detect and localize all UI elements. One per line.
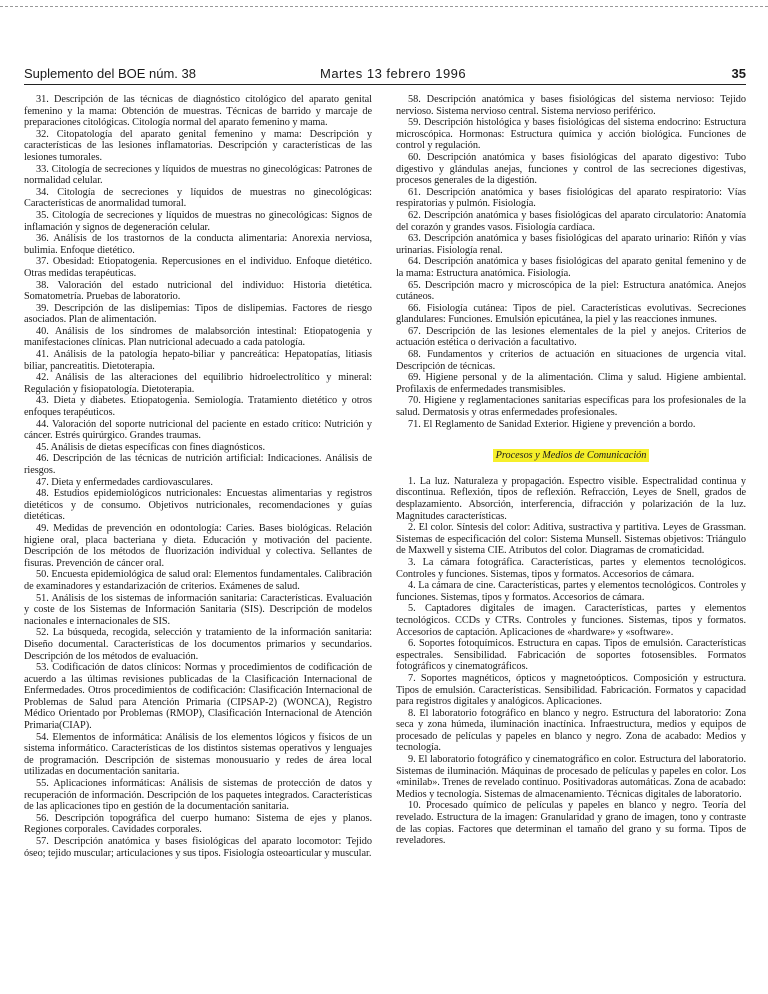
syllabus-item: 46. Descripción de las técnicas de nutrición artificial: Indicaciones. Análisis de riesgos. xyxy=(24,453,372,476)
syllabus-item: 60. Descripción anatómica y bases fisiológicas del aparato digestivo: Tubo digestivo y glándulas anejas, funciones y control de las secreciones digestivas, procesos generales de la digestión. xyxy=(396,151,746,187)
header-rule xyxy=(24,84,746,85)
syllabus-item: 66. Fisiología cutánea: Tipos de piel. Características evolutivas. Secreciones glandulares: Funciones. Emulsión epicutánea, la piel y las reacciones inmunes. xyxy=(396,302,746,326)
syllabus-item: 33. Citología de secreciones y líquidos de muestras no ginecológicas: Patrones de normalidad celular. xyxy=(24,163,372,187)
syllabus-item: 39. Descripción de las dislipemias: Tipos de dislipemias. Factores de riesgo asociados. Plan de alimentación. xyxy=(24,302,372,326)
syllabus-item: 64. Descripción anatómica y bases fisiológicas del aparato genital femenino y de la mama: Estructura anatómica. Fisiología. xyxy=(396,256,746,279)
syllabus-item: 71. El Reglamento de Sanidad Exterior. Higiene y prevención a bordo. xyxy=(408,418,696,430)
syllabus-item: 2. El color. Síntesis del color: Aditiva, sustractiva y partitiva. Leyes de Grassman. Sistemas de especificación del color: Sistema Munsell. Sistemas objetivos: Triángulo de Maxwell y sistema CIE. Atributos del color. Diagramas de cromaticidad. xyxy=(396,522,746,557)
left-column xyxy=(24,94,372,989)
syllabus-item: 54. Elementos de informática: Análisis de los elementos lógicos y físicos de un sistema informático. Características de los distintos sistemas operativos y lenguajes de programación. Descripción de sistemas monousuario y redes de área local utilizadas en documentación sanitaria. xyxy=(24,731,372,778)
syllabus-item: 10. Procesado químico de películas y papeles en blanco y negro. Teoría del revelado. Estructura de la imagen: Granularidad y grano de imagen, tono y contraste de las copias. Factores que determinan el tamaño del grano y su forma. Tipos de reveladores. xyxy=(396,800,746,847)
syllabus-item: 63. Descripción anatómica y bases fisiológicas del aparato urinario: Riñón y vías urinarias. Fisiología renal. xyxy=(396,233,746,256)
syllabus-item: 48. Estudios epidemiológicos nutricionales: Encuestas alimentarias y registros dietéticos y de consumo. Objetivos nutricionales, recomendaciones y guías dietéticas. xyxy=(24,488,372,523)
syllabus-item: 7. Soportes magnéticos, ópticos y magnetoópticos. Composición y estructura. Tipos de emulsión. Características. Sensibilidad. Fabricación. Formatos y capacidad para registros digitales y analógicos. Aplicaciones. xyxy=(396,672,746,708)
syllabus-item: 5. Captadores digitales de imagen. Características, partes y elementos tecnológicos. CCDs y CTRs. Controles y funciones. Sistemas, tipos y formatos. Accesorios de captación. Aplicaciones de «hardware» y «software». xyxy=(396,603,746,638)
syllabus-item: 9. El laboratorio fotográfico y cinematográfico en color. Estructura del laboratorio. Sistemas de iluminación. Máquinas de procesado de películas y papeles en color. Los «minilab». Trenes de revelado continuo. Positivadoras automáticas. Zona de acabado: Medios y tecnología. Sistemas de almacenamiento. Técnicas digitales de laboratorio. xyxy=(396,754,746,800)
syllabus-item: 69. Higiene personal y de la alimentación. Clima y salud. Higiene ambiental. Profilaxis de enfermedades transmisibles. xyxy=(396,372,746,395)
syllabus-item: 34. Citología de secreciones y líquidos de muestras no ginecológicas: Características de anormalidad tumoral. xyxy=(24,186,372,210)
syllabus-item: 4. La cámara de cine. Características, partes y elementos tecnológicos. Controles y funciones. Sistemas, tipos y formatos. Accesorios de cámara. xyxy=(396,580,746,603)
syllabus-item: 70. Higiene y reglamentaciones sanitarias específicas para los profesionales de la salud. Dermatosis y otras enfermedades profesionales. xyxy=(396,395,746,419)
right-column-topics xyxy=(396,94,746,430)
page-header xyxy=(24,66,746,84)
syllabus-item: 47. Dieta y enfermedades cardiovasculares. xyxy=(36,476,213,488)
syllabus-item: 62. Descripción anatómica y bases fisiológicas del aparato circulatorio: Anatomía del corazón y grandes vasos. Fisiología cardíaca. xyxy=(396,209,746,233)
syllabus-item: 67. Descripción de las lesiones elementales de la piel y anejos. Criterios de actuación estética o derivación a facultativo. xyxy=(396,325,746,349)
syllabus-item: 43. Dieta y diabetes. Etiopatogenia. Semiología. Tratamiento dietético y otros enfoques terapéuticos. xyxy=(24,395,372,419)
page-number: 35 xyxy=(731,66,746,81)
syllabus-item: 41. Análisis de la patología hepato-biliar y pancreática: Hepatopatías, litiasis biliar, pancreatitis. Dietoterapia. xyxy=(24,349,372,372)
syllabus-item: 56. Descripción topográfica del cuerpo humano: Sistema de ejes y planos. Regiones corporales. Cavidades corporales. xyxy=(24,812,372,836)
publication-name: Suplemento del BOE núm. 38 xyxy=(24,66,196,81)
syllabus-item: 53. Codificación de datos clínicos: Normas y procedimientos de codificación de acuerdo a las últimas revisiones publicadas de la Clasificación Internacional de Enfermedades. Otros procedimientos de codificación: Clasificación Internacional de Problemas de Salud para Atención Primaria (CIPSAP-2) (WONCA), Registro Médico Orientado por Problemas (RMOP), Clasificación Internacional de Atención Primaria(CIAP). xyxy=(24,662,372,732)
syllabus-item: 37. Obesidad: Etiopatogenia. Repercusiones en el individuo. Enfoque dietético. Otras medidas terapéuticas. xyxy=(24,256,372,279)
syllabus-item: 36. Análisis de los trastornos de la conducta alimentaria: Anorexia nerviosa, bulimia. Enfoque dietético. xyxy=(24,233,372,256)
right-column-section-topics xyxy=(396,476,746,847)
syllabus-item: 51. Análisis de los sistemas de información sanitaria: Características. Evaluación y coste de los Sistemas de Información Sanitaria (SIS). Descripción de modelos nacionales e internacionales de SIS. xyxy=(24,592,372,627)
syllabus-item: 65. Descripción macro y microscópica de la piel: Estructura anatómica. Anejos cutáneos. xyxy=(396,279,746,303)
publication-date: Martes 13 febrero 1996 xyxy=(320,66,467,81)
syllabus-item: 52. La búsqueda, recogida, selección y tratamiento de la información sanitaria: Diseño documental. Características de los documentos primarios y secundarios. Descripción de los métodos de evaluación. xyxy=(24,627,372,662)
syllabus-item: 6. Soportes fotoquímicos. Estructura en capas. Tipos de emulsión. Características espectrales. Sensibilidad. Fabricación de soportes fotosensibles. Formatos fotográficos y cinematográficos. xyxy=(396,638,746,673)
syllabus-item: 49. Medidas de prevención en odontología: Caries. Bases biológicas. Relación higiene oral, placa bacteriana y dieta. Educación y motivación del paciente. Descripción de los métodos de fluorización individual y colectiva. Sellantes de fisuras. Prevención de cáncer oral. xyxy=(24,522,372,569)
syllabus-item: 35. Citología de secreciones y líquidos de muestras no ginecológicas: Signos de inflamación y signos de degeneración celular. xyxy=(24,209,372,233)
syllabus-item: 58. Descripción anatómica y bases fisiológicas del sistema nervioso: Tejido nervioso. Sistema nervioso central. Sistema nervioso periférico. xyxy=(396,94,746,117)
syllabus-item: 31. Descripción de las técnicas de diagnóstico citológico del aparato genital femenino y la mama: Obtención de muestras. Técnicas de barrido y marcaje de preparaciones citológicas. Citología normal del aparato femenino y mama. xyxy=(24,94,372,129)
syllabus-item: 57. Descripción anatómica y bases fisiológicas del aparato locomotor: Tejido óseo; tejido muscular; articulaciones y sus tipos. Fisiología osteoarticular y muscular. xyxy=(24,836,372,859)
syllabus-item: 50. Encuesta epidemiológica de salud oral: Elementos fundamentales. Calibración de examinadores y estandarización de criterios. Exámenes de salud. xyxy=(24,569,372,592)
syllabus-item: 55. Aplicaciones informáticas: Análisis de sistemas de protección de datos y recuperación de información. Descripción de los paquetes integrados. Características de las aplicaciones tipo en gestión de la documentación sanitaria. xyxy=(24,778,372,813)
syllabus-item: 38. Valoración del estado nutricional del individuo: Historia dietética. Somatometría. Pruebas de laboratorio. xyxy=(24,279,372,303)
right-column xyxy=(396,94,746,989)
syllabus-item: 45. Análisis de dietas específicas con fines diagnósticos. xyxy=(36,441,266,453)
section-heading xyxy=(396,450,746,462)
syllabus-item: 42. Análisis de las alteraciones del equilibrio hidroelectrolítico y mineral: Regulación y fisiopatología. Dietoterapia. xyxy=(24,372,372,395)
syllabus-item: 1. La luz. Naturaleza y propagación. Espectro visible. Espectralidad continua y discontinua. Reflexión, tipos de reflexión. Refracción, Leyes de Snell, grados de desplazamiento. Absorción, interferencia, difracción y polarización de la luz. Magnitudes características. xyxy=(396,475,746,522)
syllabus-item: 40. Análisis de los síndromes de malabsorción intestinal: Etiopatogenia y manifestaciones clínicas. Plan nutricional adecuado a cada patología. xyxy=(24,325,372,349)
section-heading-text: Procesos y Medios de Comunicación xyxy=(493,449,650,462)
syllabus-item: 59. Descripción histológica y bases fisiológicas del sistema endocrino: Estructura microscópica. Hormonas: Estructura química y acción biológica. Funciones de control y regulación. xyxy=(396,117,746,152)
syllabus-item: 44. Valoración del soporte nutricional del paciente en estado crítico: Nutrición y cáncer. Estrés quirúrgico. Grandes traumas. xyxy=(24,418,372,442)
syllabus-item: 68. Fundamentos y criterios de actuación en situaciones de urgencia vital. Descripción de técnicas. xyxy=(396,349,746,372)
syllabus-item: 32. Citopatología del aparato genital femenino y mama: Descripción y características de las lesiones inflamatorias. Descripción y características de las lesiones tumorales. xyxy=(24,128,372,163)
scan-top-edge xyxy=(0,0,768,7)
syllabus-item: 3. La cámara fotográfica. Características, partes y elementos tecnológicos. Controles y funciones. Sistemas, tipos y formatos. Accesorios de cámara. xyxy=(396,556,746,580)
syllabus-item: 8. El laboratorio fotográfico en blanco y negro. Estructura del laboratorio: Zona seca y zona húmeda, iluminación inactínica. Infraestructura, medios y equipos de procesado de películas y papeles en blanco y negro. Zona de acabado: Medios y tecnología. xyxy=(396,707,746,754)
syllabus-item: 61. Descripción anatómica y bases fisiológicas del aparato respiratorio: Vías respiratorias y pulmón. Fisiología. xyxy=(396,186,746,210)
